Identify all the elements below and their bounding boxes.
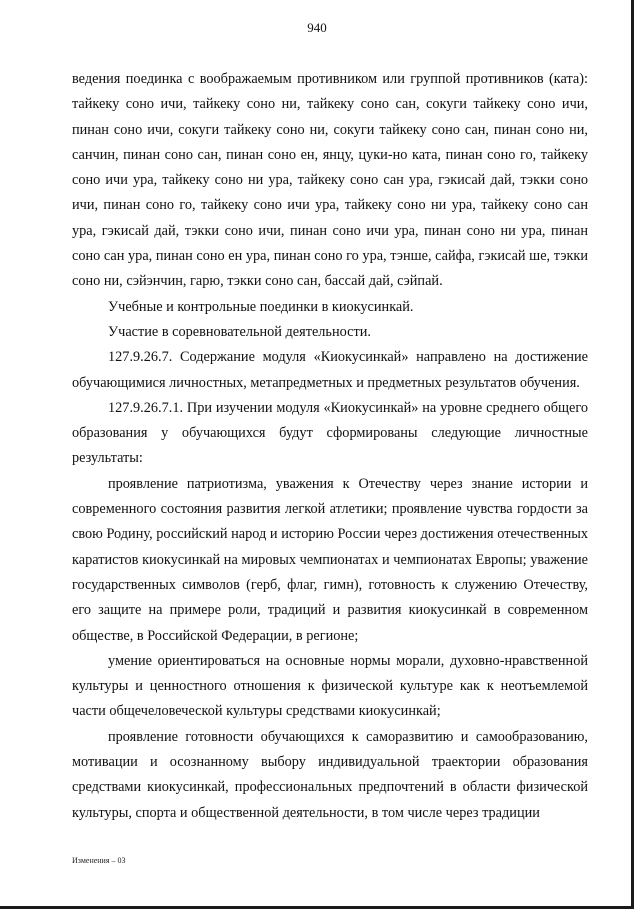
competition-paragraph: Участие в соревновательной деятельности. — [108, 323, 371, 340]
revision-footer: Изменения – 03 — [72, 856, 126, 865]
kata-list-paragraph: ведения поединка с воображаемым противником или группой противников (ката): тайкеку соно ичи, тайкеку соно ни, тайкеку соно сан, сокуги тайкеку соно ичи, пинан соно ичи, сокуги тайкеку соно ни, сокуги тайкеку соно сан, пинан соно ни, санчин, пинан соно сан, пинан соно ен, янцу, цуки-но ката, пинан соно го, тайкеку соно ичи ура, тайкеку соно ни ура, тайкеку соно сан ура, гэкисай дай, тэкки соно ичи, пинан соно го, тайкеку соно ичи ура, тайкеку соно ни ура, тайкеку соно сан ура, гэкисай дай, тэкки соно ичи, пинан соно ичи ура, пинан соно ни ура, пинан соно сан ура, пинан соно ен ура, пинан соно го ура, тэнше, сайфа, гэкисай ше, тэкки соно ни, сэйэнчин, гарю, тэкки соно сан, бассай дай, сэйпай. — [72, 71, 588, 290]
patriotism-paragraph: проявление патриотизма, уважения к Отечеству через знание истории и современного состояния развития легкой атлетики; проявление чувства гордости за свою Родину, российский народ и историю России через достижения отечественных каратистов киокусинкай на мировых чемпионатах и чемпионатах Европы; уважение государственных символов (герб, флаг, гимн), готовность к служению Отечеству, его защите на примере роли, традиций и развития киокусинкай в современном обществе, в Российской Федерации, в регионе; — [72, 475, 588, 644]
self-development-paragraph: проявление готовности обучающихся к саморазвитию и самообразованию, мотивации и осознанному выбору индивидуальной траектории образования средствами киокусинкай, профессиональных предпочтений в области физической культуры, спорта и общественной деятельности, в том числе через традиции — [72, 728, 588, 821]
morality-paragraph: умение ориентироваться на основные нормы морали, духовно-нравственной культуры и ценностного отношения к физической культуре как к неотъемлемой части общечеловеческой культуры средствами киокусинкай; — [72, 652, 588, 720]
training-bouts-paragraph: Учебные и контрольные поединки в киокусинкай. — [108, 298, 414, 315]
document-body — [72, 67, 588, 826]
page-number: 940 — [307, 20, 327, 35]
personal-results-intro-paragraph: 127.9.26.7.1. При изучении модуля «Киокусинкай» на уровне среднего общего образования у обучающихся будут сформированы следующие личностные результаты: — [72, 399, 588, 467]
module-content-paragraph: 127.9.26.7. Содержание модуля «Киокусинкай» направлено на достижение обучающимися личностных, метапредметных и предметных результатов обучения. — [72, 349, 588, 391]
